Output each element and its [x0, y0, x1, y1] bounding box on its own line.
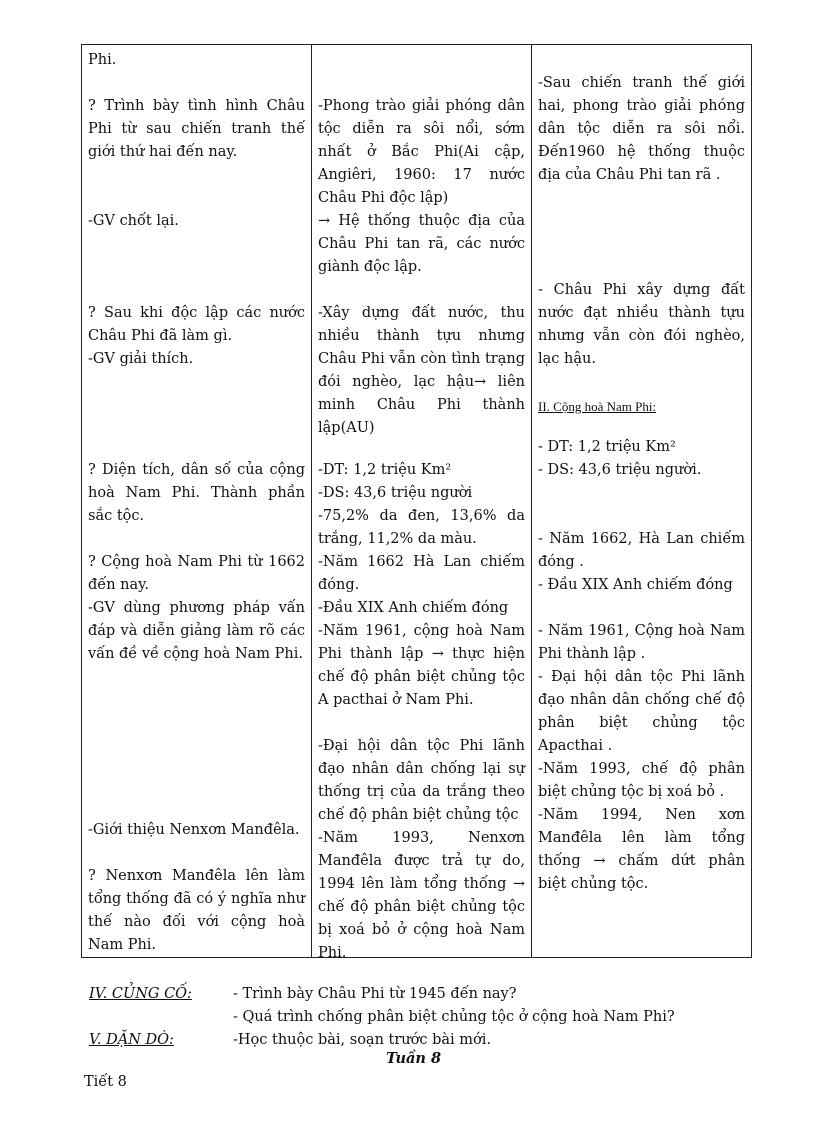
text-block: -Đại hội dân tộc Phi lãnh đạo nhân dân chống lại sự thống trị của da trắng theo chế độ phân biệt chủng tộc [318, 738, 525, 823]
text-block: -75,2% da đen, 13,6% da trắng, 11,2% da màu. [318, 508, 525, 547]
text-block: -Năm 1994, Nen xơn Manđêla lên làm tổng thống → chấm dứt phân biệt chủng tộc. [538, 807, 745, 892]
text-block: -DT: 1,2 triệu Km² [318, 462, 452, 478]
text-block: -Năm 1662 Hà Lan chiếm đóng. [318, 554, 525, 593]
homework-text: -Học thuộc bài, soạn trước bài mới. [233, 1032, 491, 1048]
lesson-content-cell [532, 45, 752, 958]
text-block: -Phong trào giải phóng dân tộc diễn ra sôi nổi, sớm nhất ở Bắc Phi(Ai cập, Angiêri, 1960: 17 nước Châu Phi độc lập) [318, 98, 525, 206]
table-row [82, 45, 752, 958]
text-block: - Đầu XIX Anh chiếm đóng [538, 577, 733, 593]
lesson-table [81, 44, 752, 961]
text-block: -GV giải thích. [88, 351, 194, 367]
text-block: - DS: 43,6 triệu người. [538, 462, 702, 478]
week-heading: Tuần 8 [386, 1050, 442, 1067]
question-block: ? Diện tích, dân số của cộng hoà Nam Phi. Thành phần sắc tộc. [88, 462, 305, 524]
student-activity-cell [312, 45, 532, 961]
text-block: -Năm 1993, Nenxơn Manđêla được trả tự do, 1994 lên làm tổng thống → chế độ phân biệt chủng tộc bị xoá bỏ ở cộng hoà Nam Phi. [318, 830, 525, 961]
text-block: - Đại hội dân tộc Phi lãnh đạo nhân dân chống chế độ phân biệt chủng tộc Apacthai . [538, 669, 745, 754]
text-block: - Châu Phi xây dựng đất nước đạt nhiều thành tựu nhưng vẫn còn đói nghèo, lạc hậu. [538, 282, 745, 367]
text-block: - Năm 1662, Hà Lan chiếm đóng . [538, 531, 745, 570]
text-block: -Năm 1993, chế độ phân biệt chủng tộc bị xoá bỏ . [538, 761, 745, 800]
text-block: -GV dùng phương pháp vấn đáp và diễn giảng làm rõ các vấn đề về cộng hoà Nam Phi. [88, 600, 305, 662]
question-block: ? Cộng hoà Nam Phi từ 1662 đến nay. [88, 554, 305, 593]
review-label: IV. CỦNG CỐ: [89, 986, 192, 1002]
question-block: ? Sau khi độc lập các nước Châu Phi đã làm gì. [88, 305, 305, 344]
text-block: - Năm 1961, Cộng hoà Nam Phi thành lập . [538, 623, 745, 662]
section-heading: II. Cộng hoà Nam Phi: [538, 399, 657, 414]
lesson-number: Tiết 8 [84, 1074, 127, 1090]
review-question-1: - Trình bày Châu Phi từ 1945 đến nay? [233, 986, 517, 1002]
teacher-activity-cell [82, 45, 312, 958]
text-block: -GV chốt lại. [88, 213, 179, 229]
text-block: - DT: 1,2 triệu Km² [538, 439, 676, 455]
text-block: -DS: 43,6 triệu người [318, 485, 473, 501]
text-block: -Năm 1961, cộng hoà Nam Phi thành lập → thực hiện chế độ phân biệt chủng tộc A pacthai ở Nam Phi. [318, 623, 525, 708]
question-block: ? Trình bày tình hình Châu Phi từ sau chiến tranh thế giới thứ hai đến nay. [88, 98, 305, 160]
text-block: Phi. [88, 52, 117, 68]
text-block: -Đầu XIX Anh chiếm đóng [318, 600, 509, 616]
homework-label: V. DẶN DÒ: [89, 1032, 174, 1048]
text-block: -Xây dựng đất nước, thu nhiều thành tựu nhưng Châu Phi vẫn còn tình trạng đói nghèo, lạc hậu→ liên minh Châu Phi thành lập(AU) [318, 305, 525, 436]
text-block: -Giới thiệu Nenxơn Manđêla. [88, 822, 300, 838]
question-block: ? Nenxơn Manđêla lên làm tổng thống đã có ý nghĩa như thế nào đối với cộng hoà Nam Phi. [88, 868, 305, 953]
text-block: -Sau chiến tranh thế giới hai, phong trào giải phóng dân tộc diễn ra sôi nổi. Đến1960 hệ thống thuộc địa của Châu Phi tan rã . [538, 75, 745, 183]
review-question-2: - Quá trình chống phân biệt chủng tộc ở cộng hoà Nam Phi? [233, 1009, 675, 1025]
text-block: → Hệ thống thuộc địa của Châu Phi tan rã, các nước giành độc lập. [318, 213, 525, 275]
